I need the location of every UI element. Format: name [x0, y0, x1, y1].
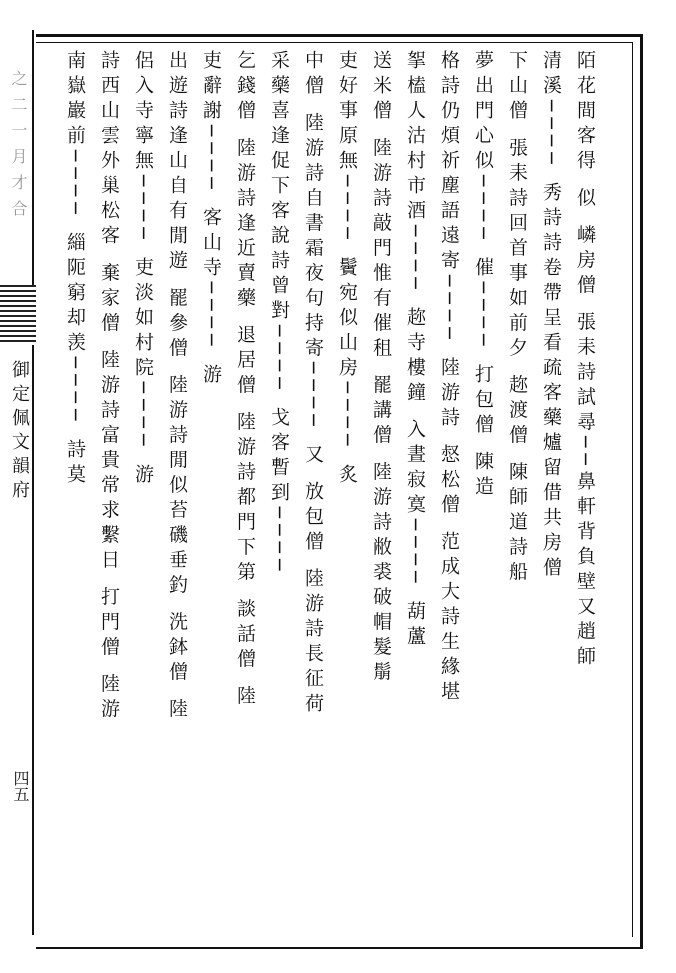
text-column: 清溪──── 秀詩詩卷帶呈看疏客藥爐留借共房僧 — [540, 50, 562, 582]
text-column: 格詩仍煩祈塵語遠寄──── 陸游詩 惄松僧 范成大詩生緣堪 — [438, 50, 460, 706]
text-column: 送米僧 陸游詩敲門惟有催租 罷講僧 陸游詩敝裘破帽髮鬅 — [370, 50, 392, 687]
book-title: 御定佩文韻府 — [9, 360, 30, 504]
fishtail-mark — [0, 285, 36, 345]
page-gutter — [0, 30, 36, 950]
text-column: 乞錢僧 陸游詩逢近賣藥 退居僧 陸游詩都門下第 談話僧 陸 — [234, 50, 256, 711]
bleed-through-text: 之二一月才合 — [9, 70, 28, 226]
page-number: 四五 — [11, 770, 30, 802]
text-column: 詩西山雲外巢松客 棄家僧 陸游詩富貴常求繫日 打門僧 陸游 — [98, 50, 120, 724]
text-column: 陌花間客得 似 嶙房僧 張耒詩試尋──鼻軒背負壁又趙師 — [574, 50, 596, 671]
text-column: 挐榼人沽村市酒──── 趂寺樓鐘 入晝寂寞──── 葫蘆 — [404, 50, 426, 651]
text-column: 南嶽巖前──── 緇阨窮却羡──── 詩莫 — [64, 50, 86, 489]
text-column: 中僧 陸游詩自書霜夜句持寄──── 又 放包僧 陸游詩長征荷 — [302, 50, 324, 718]
text-column: 吏辭謝──── 客山寺──── 游 — [200, 50, 222, 389]
gutter-rule — [32, 30, 34, 935]
text-column: 下山僧 張耒詩回首事如前夕 趂渡僧 陳師道詩船 — [506, 50, 528, 587]
text-column: 侶入寺寧無──── 吏淡如村院──── 游 — [132, 50, 154, 489]
text-column: 吏好事原無──── 鬢宛似山房──── 炙 — [336, 50, 358, 489]
text-column: 夢出門心似──── 催──── 打包僧 陳造 — [472, 50, 494, 501]
text-column: 出遊詩逢山自有閒遊 罷參僧 陸游詩閒似苔磯垂釣 洗鉢僧 陸 — [166, 50, 188, 724]
text-column: 采藥喜逢促下客說詩曾對──── 戈客暫到──── — [268, 50, 290, 577]
